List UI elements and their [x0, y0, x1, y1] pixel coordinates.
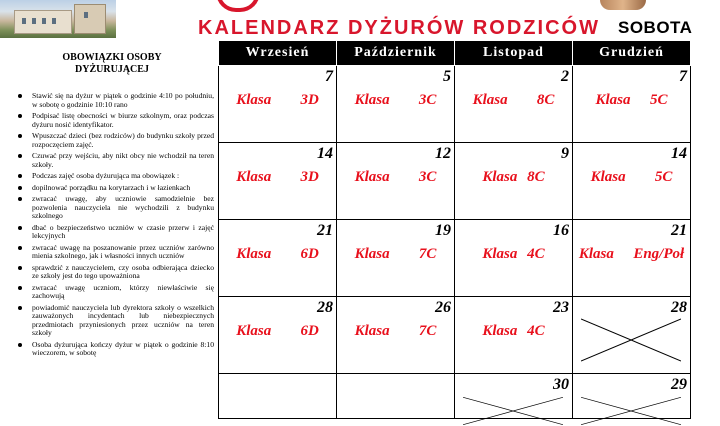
cell-date: 16 — [553, 222, 569, 239]
cell-date: 7 — [325, 68, 333, 85]
calendar-row — [219, 143, 691, 220]
cell-date: 28 — [671, 299, 687, 316]
bullet-icon — [18, 306, 22, 310]
day-label: SOBOTA — [618, 18, 693, 37]
cell-class: Klasa 3C — [354, 92, 437, 108]
cell-date: 21 — [671, 222, 687, 239]
duty-text: Podczas zajęć osoba dyżurująca ma obowiązek : — [32, 171, 180, 180]
calendar-cell — [573, 220, 691, 297]
calendar-cell — [219, 220, 337, 297]
calendar-cell — [337, 220, 455, 297]
calendar-cell — [455, 220, 573, 297]
month-header-pazdziernik: Październik — [337, 41, 455, 66]
duty-text: dbać o bezpieczeństwo uczniów w czasie przerw i zajęć lekcyjnych — [32, 222, 214, 240]
month-header-grudzien: Grudzień — [573, 41, 691, 66]
cell-class: Klasa 8C — [472, 92, 555, 108]
calendar-cell — [455, 66, 573, 143]
calendar-cell — [337, 297, 455, 374]
duty-text: Osoba dyżurująca kończy dyżur w piątek o godzinie 8:10 wieczorem, w sobotę — [32, 339, 214, 357]
duty-text: zwracać uwagę uczniom, którzy niewłaściwie się zachowują — [32, 282, 214, 300]
calendar-cell — [219, 374, 337, 419]
crossed-out-mark — [581, 396, 681, 426]
duty-item — [14, 304, 214, 338]
cell-date: 21 — [317, 222, 333, 239]
school-building-photo — [0, 0, 116, 38]
calendar-row — [219, 220, 691, 297]
calendar-cell — [573, 297, 691, 374]
bullet-icon — [18, 246, 22, 250]
calendar-cell — [573, 143, 691, 220]
duty-item — [14, 264, 214, 281]
cell-date: 14 — [671, 145, 687, 162]
cell-class: Klasa 4C — [482, 323, 545, 339]
month-header-listopad: Listopad — [455, 41, 573, 66]
cell-class: Klasa 7C — [354, 246, 437, 262]
cell-class: Klasa 7C — [354, 323, 437, 339]
calendar-cell — [455, 297, 573, 374]
duties-title: OBOWIĄZKI OSOBY DYŻURUJĄCEJ — [62, 52, 162, 75]
duty-text: Podpisać listę obecności w biurze szkolnym, oraz podczas dyżuru nosić identyfikator. — [32, 111, 214, 129]
duty-text: dopilnować porządku na korytarzach i w łazienkach — [32, 182, 191, 192]
calendar-cell — [573, 66, 691, 143]
cell-date: 26 — [435, 299, 451, 316]
month-header-wrzesien: Wrzesień — [219, 41, 337, 66]
page-title: KALENDARZ DYŻURÓW RODZICÓW — [198, 17, 600, 39]
cell-class: Klasa 3D — [236, 92, 319, 108]
calendar-cell — [455, 374, 573, 419]
duties-panel — [0, 40, 218, 400]
cell-class: Klasa Eng/Poł — [578, 246, 685, 262]
duty-item — [14, 195, 214, 221]
cell-class: Klasa 6D — [236, 323, 319, 339]
bullet-icon — [18, 286, 22, 290]
duties-list — [14, 92, 214, 361]
duty-item — [14, 224, 214, 241]
month-header-row — [219, 41, 691, 66]
duty-item — [14, 92, 214, 109]
cell-date: 14 — [317, 145, 333, 162]
bullet-icon — [18, 186, 22, 190]
cell-date: 23 — [553, 299, 569, 316]
duty-calendar — [218, 40, 691, 419]
bullet-icon — [18, 174, 22, 178]
school-logo — [216, 0, 260, 12]
duty-text: zwracać uwagę na poszanowanie przez uczniów zarówno mienia szkolnego, jak i własności innych uczniów — [32, 242, 214, 260]
calendar-cell — [219, 66, 337, 143]
duty-text: Czuwać przy wejściu, aby nikt obcy nie wchodził na teren szkoły. — [32, 151, 214, 169]
crossed-out-mark — [581, 317, 681, 363]
bullet-icon — [18, 226, 22, 230]
cell-class: Klasa 5C — [595, 92, 668, 108]
bullet-icon — [18, 266, 22, 270]
duty-item — [14, 132, 214, 149]
calendar-cell — [219, 143, 337, 220]
duty-text: sprawdzić z nauczycielem, czy osoba odbierająca dziecko ze szkoły jest do tego upoważniona — [32, 262, 214, 280]
duty-item — [14, 244, 214, 261]
cell-class: Klasa 5C — [590, 169, 673, 185]
cell-date: 30 — [553, 376, 569, 393]
cell-class: Klasa 3C — [354, 169, 437, 185]
cell-date: 9 — [561, 145, 569, 162]
bullet-icon — [18, 154, 22, 158]
calendar-row — [219, 374, 691, 419]
duty-item — [14, 112, 214, 129]
bullet-icon — [18, 94, 22, 98]
bullet-icon — [18, 197, 22, 201]
duty-text: Wpuszczać dzieci (bez rodziców) do budynku szkoły przed rozpoczęciem zajęć. — [32, 131, 214, 149]
cell-class: Klasa 8C — [482, 169, 545, 185]
calendar-row — [219, 297, 691, 374]
calendar-cell — [219, 297, 337, 374]
cell-date: 28 — [317, 299, 333, 316]
bullet-icon — [18, 134, 22, 138]
cell-date: 29 — [671, 376, 687, 393]
bullet-icon — [18, 114, 22, 118]
calendar-cell — [455, 143, 573, 220]
calendar-cell — [337, 143, 455, 220]
duty-item — [14, 172, 214, 181]
cell-class: Klasa 3D — [236, 169, 319, 185]
cell-date: 7 — [679, 68, 687, 85]
duty-item — [14, 341, 214, 358]
calendar-cell — [573, 374, 691, 419]
calendar-row — [219, 66, 691, 143]
portrait-photo — [600, 0, 646, 10]
bullet-icon — [18, 343, 22, 347]
calendar-cell — [337, 374, 455, 419]
cell-date: 12 — [435, 145, 451, 162]
cell-date: 19 — [435, 222, 451, 239]
cell-class: Klasa 6D — [236, 246, 319, 262]
duty-text: powiadomić nauczyciela lub dyrektora szkoły o wszelkich zauważonych incydentach lub niebezpiecznych przedmiotach przyniesionych przez uczniów na teren szkoły — [32, 302, 214, 337]
duty-item — [14, 284, 214, 301]
duty-item — [14, 184, 214, 193]
duty-text: zwracać uwagę, aby uczniowie samodzielnie bez pozwolenia nauczyciela nie wychodzili z budynku szkolnego — [32, 194, 214, 220]
calendar-cell — [337, 66, 455, 143]
duty-text: Stawić się na dyżur w piątek o godzinie 4:10 po południu, w sobotę o godzinie 10:10 rano — [32, 91, 214, 109]
cell-class: Klasa 4C — [482, 246, 545, 262]
cell-date: 5 — [443, 68, 451, 85]
duty-item — [14, 152, 214, 169]
crossed-out-mark — [463, 396, 563, 426]
cell-date: 2 — [561, 68, 569, 85]
